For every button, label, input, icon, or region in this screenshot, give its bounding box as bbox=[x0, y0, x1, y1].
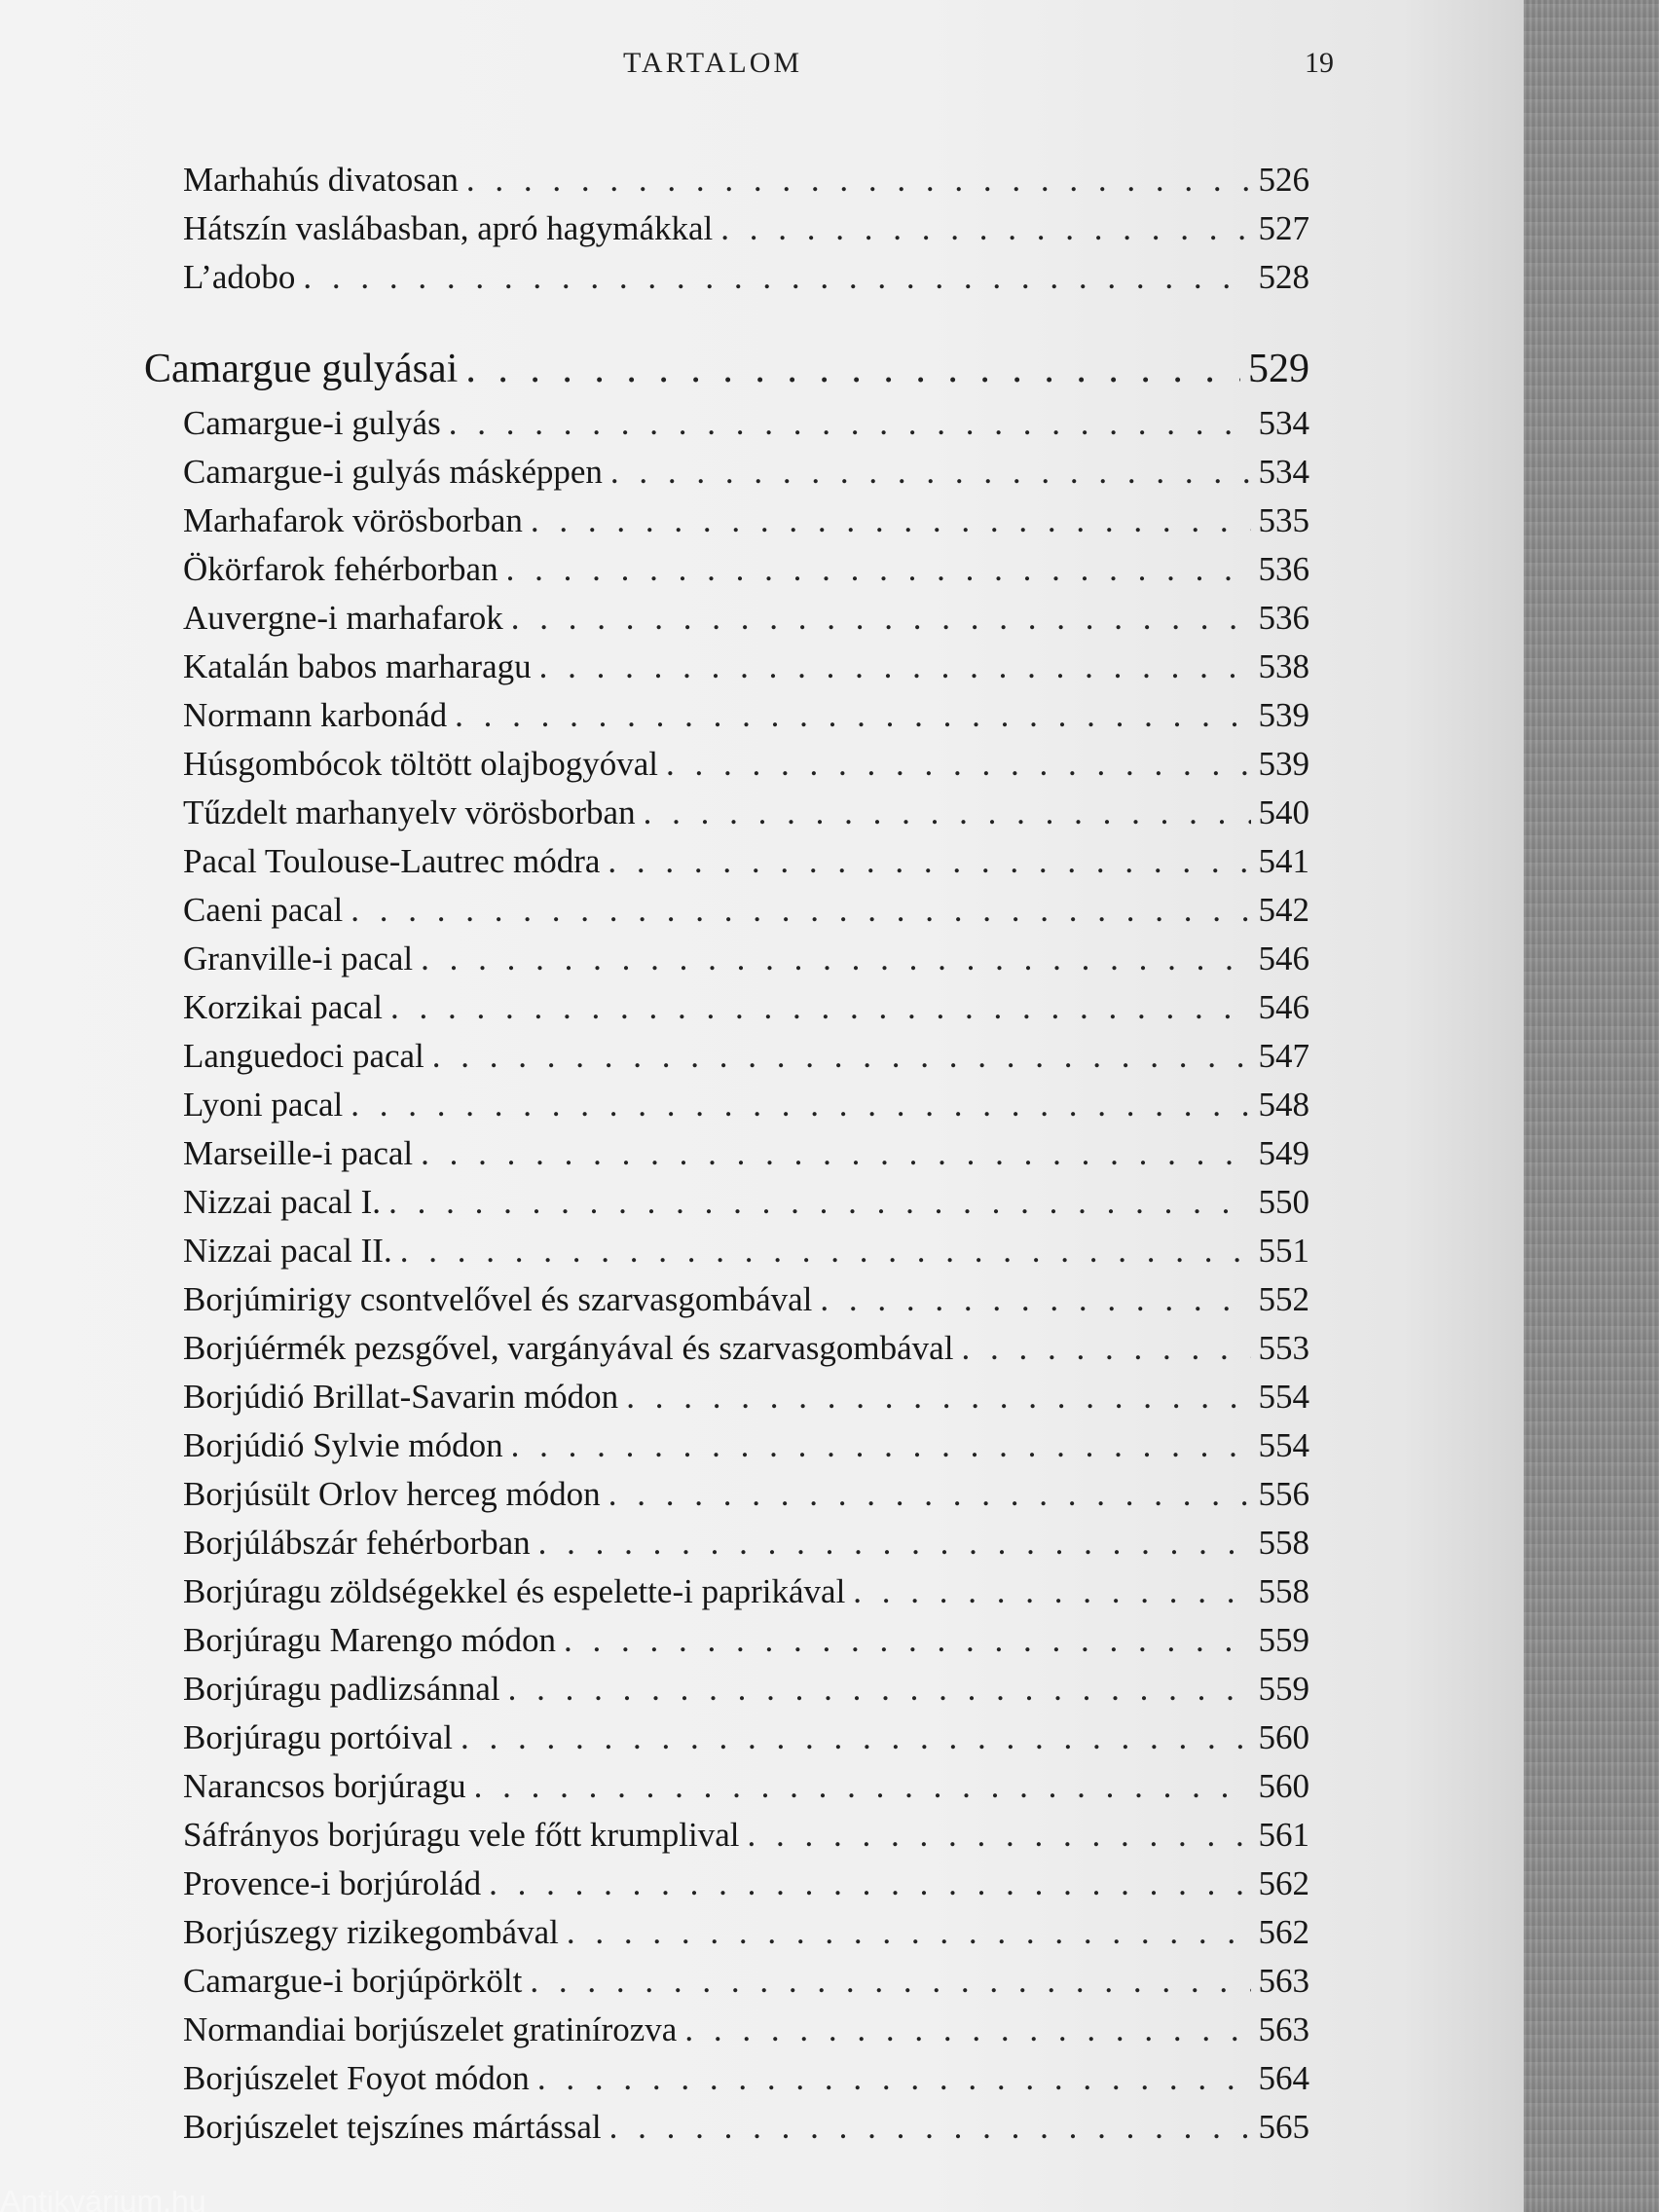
toc-entry bbox=[183, 550, 1309, 589]
toc-entry bbox=[183, 1864, 1309, 1903]
entry-title: Borjúszelet Foyot módon bbox=[183, 2059, 530, 2097]
entry-page-number: 558 bbox=[1258, 1572, 1309, 1610]
entry-title: Borjúragu padlizsánnal bbox=[183, 1670, 500, 1708]
toc-entry bbox=[183, 891, 1309, 930]
entry-title: Camargue-i gulyás másképpen bbox=[183, 453, 603, 491]
entry-title: Borjúszegy rizikegombával bbox=[183, 1913, 559, 1951]
toc-section-heading bbox=[144, 346, 1309, 392]
toc-entry bbox=[183, 793, 1309, 832]
dot-leader bbox=[961, 1329, 1250, 1368]
dot-leader bbox=[465, 346, 1240, 392]
entry-title: Lyoni pacal bbox=[183, 1086, 344, 1124]
toc-entry bbox=[183, 2059, 1309, 2098]
entry-page-number: 563 bbox=[1258, 1962, 1309, 2000]
dot-leader bbox=[820, 1280, 1250, 1319]
page-number: 19 bbox=[1305, 47, 1334, 79]
entry-page-number: 550 bbox=[1258, 1183, 1309, 1221]
entry-page-number: 561 bbox=[1258, 1816, 1309, 1854]
entry-page-number: 554 bbox=[1258, 1426, 1309, 1464]
entry-title: Granville-i pacal bbox=[183, 940, 414, 977]
entry-title: Pacal Toulouse-Lautrec módra bbox=[183, 842, 601, 880]
entry-title: Borjúérmék pezsgővel, vargányával és szarvasgombával bbox=[183, 1329, 954, 1367]
toc-entry bbox=[183, 1718, 1309, 1757]
entry-page-number: 528 bbox=[1258, 258, 1309, 296]
dot-leader bbox=[421, 940, 1250, 978]
entry-title: Borjúdió Sylvie módon bbox=[183, 1426, 503, 1464]
dot-leader bbox=[303, 258, 1250, 297]
dot-leader bbox=[538, 1524, 1251, 1563]
entry-title: Marhafarok vörösborban bbox=[183, 501, 523, 539]
toc-entry bbox=[183, 1475, 1309, 1514]
dot-leader bbox=[609, 2108, 1251, 2147]
entry-page-number: 554 bbox=[1258, 1378, 1309, 1416]
dot-leader bbox=[506, 550, 1251, 589]
dot-leader bbox=[531, 501, 1251, 540]
toc-entry bbox=[183, 1426, 1309, 1465]
entry-title: Provence-i borjúrolád bbox=[183, 1864, 482, 1902]
toc-entry bbox=[183, 745, 1309, 784]
dot-leader bbox=[489, 1864, 1250, 1903]
entry-title: Languedoci pacal bbox=[183, 1037, 424, 1075]
dot-leader bbox=[626, 1378, 1250, 1417]
entry-page-number: 559 bbox=[1258, 1621, 1309, 1659]
dot-leader bbox=[388, 1183, 1250, 1222]
dot-leader bbox=[466, 161, 1251, 200]
dot-leader bbox=[400, 1232, 1251, 1271]
entry-page-number: 563 bbox=[1258, 2010, 1309, 2048]
entry-title: Sáfrányos borjúragu vele főtt krumplival bbox=[183, 1816, 740, 1854]
entry-page-number: 541 bbox=[1258, 842, 1309, 880]
toc-entry bbox=[183, 1572, 1309, 1611]
entry-page-number: 548 bbox=[1258, 1086, 1309, 1124]
toc-entry bbox=[183, 1816, 1309, 1855]
entry-title: Caeni pacal bbox=[183, 891, 344, 929]
entry-title: Camargue-i gulyás bbox=[183, 404, 441, 442]
dot-leader bbox=[537, 2059, 1251, 2098]
entry-title: Borjúszelet tejszínes mártással bbox=[183, 2108, 602, 2146]
entry-page-number: 546 bbox=[1258, 988, 1309, 1026]
dot-leader bbox=[449, 404, 1251, 443]
entry-page-number: 534 bbox=[1258, 404, 1309, 442]
entry-title: Narancsos borjúragu bbox=[183, 1767, 466, 1805]
running-title: TARTALOM bbox=[623, 47, 803, 79]
dot-leader bbox=[610, 453, 1251, 492]
entry-title: Borjúragu Marengo módon bbox=[183, 1621, 556, 1659]
entry-title: Normandiai borjúszelet gratinírozva bbox=[183, 2010, 678, 2048]
toc-entry bbox=[183, 258, 1309, 297]
entry-page-number: 538 bbox=[1258, 647, 1309, 685]
entry-title: Borjúmirigy csontvelővel és szarvasgombával bbox=[183, 1280, 813, 1318]
dot-leader bbox=[511, 599, 1251, 638]
toc-entry bbox=[183, 1280, 1309, 1319]
toc-entry bbox=[183, 842, 1309, 881]
entry-page-number: 562 bbox=[1258, 1913, 1309, 1951]
entry-page-number: 539 bbox=[1258, 696, 1309, 734]
entry-title: Ökörfarok fehérborban bbox=[183, 550, 498, 588]
dot-leader bbox=[350, 1086, 1250, 1124]
entry-title: L’adobo bbox=[183, 258, 296, 296]
entry-page-number: 549 bbox=[1258, 1134, 1309, 1172]
entry-page-number: 539 bbox=[1258, 745, 1309, 783]
toc-entry bbox=[183, 1524, 1309, 1563]
dot-leader bbox=[455, 696, 1250, 735]
entry-title: Húsgombócok töltött olajbogyóval bbox=[183, 745, 659, 783]
dot-leader bbox=[608, 1475, 1251, 1514]
entry-title: Tűzdelt marhanyelv vörösborban bbox=[183, 793, 636, 831]
dot-leader bbox=[644, 793, 1251, 832]
entry-title: Borjúdió Brillat-Savarin módon bbox=[183, 1378, 619, 1416]
dot-leader bbox=[511, 1426, 1251, 1465]
entry-title: Borjúragu portóival bbox=[183, 1718, 454, 1756]
entry-page-number: 558 bbox=[1258, 1524, 1309, 1562]
toc-entry bbox=[183, 1670, 1309, 1709]
watermark: Antikvárium.hu bbox=[0, 2191, 206, 2212]
entry-title: Borjúlábszár fehérborban bbox=[183, 1524, 531, 1562]
dot-leader bbox=[608, 842, 1250, 881]
entry-page-number: 542 bbox=[1258, 891, 1309, 929]
toc-entry bbox=[183, 1086, 1309, 1124]
toc-entry bbox=[183, 209, 1309, 248]
entry-title: Nizzai pacal I. bbox=[183, 1183, 382, 1221]
entry-page-number: 560 bbox=[1258, 1718, 1309, 1756]
dot-leader bbox=[666, 745, 1250, 784]
toc-entry bbox=[183, 647, 1309, 686]
entry-title: Camargue-i borjúpörkölt bbox=[183, 1962, 523, 2000]
toc-entry bbox=[183, 2108, 1309, 2147]
toc-entry bbox=[183, 940, 1309, 978]
toc-entry bbox=[183, 988, 1309, 1027]
toc-entry bbox=[183, 696, 1309, 735]
toc-entry bbox=[183, 501, 1309, 540]
toc-entry bbox=[183, 453, 1309, 492]
entry-page-number: 553 bbox=[1258, 1329, 1309, 1367]
entry-page-number: 535 bbox=[1258, 501, 1309, 539]
entry-page-number: 546 bbox=[1258, 940, 1309, 977]
entry-page-number: 560 bbox=[1258, 1767, 1309, 1805]
dot-leader bbox=[539, 647, 1251, 686]
entry-title: Camargue gulyásai bbox=[144, 347, 459, 391]
dot-leader bbox=[853, 1572, 1250, 1611]
dot-leader bbox=[474, 1767, 1251, 1806]
dot-leader bbox=[350, 891, 1250, 930]
toc-entry bbox=[183, 1232, 1309, 1271]
entry-title: Korzikai pacal bbox=[183, 988, 384, 1026]
entry-page-number: 547 bbox=[1258, 1037, 1309, 1075]
toc-entry bbox=[183, 1767, 1309, 1806]
toc-entry bbox=[183, 599, 1309, 638]
dot-leader bbox=[461, 1718, 1250, 1757]
entry-page-number: 526 bbox=[1258, 161, 1309, 199]
entry-title: Normann karbonád bbox=[183, 696, 448, 734]
entry-title: Borjúragu zöldségekkel és espelette-i paprikával bbox=[183, 1572, 846, 1610]
toc-entry bbox=[183, 404, 1309, 443]
entry-page-number: 551 bbox=[1258, 1232, 1309, 1270]
entry-page-number: 527 bbox=[1258, 209, 1309, 247]
entry-title: Katalán babos marharagu bbox=[183, 647, 532, 685]
entry-title: Auvergne-i marhafarok bbox=[183, 599, 503, 637]
dot-leader bbox=[421, 1134, 1250, 1173]
toc-entry bbox=[183, 1962, 1309, 2001]
toc-entry bbox=[183, 1183, 1309, 1222]
background-surface bbox=[1524, 0, 1659, 2212]
dot-leader bbox=[720, 209, 1250, 248]
entry-page-number: 529 bbox=[1248, 347, 1309, 391]
entry-title: Hátszín vaslábasban, apró hagymákkal bbox=[183, 209, 714, 247]
toc-entry bbox=[183, 2010, 1309, 2049]
entry-page-number: 562 bbox=[1258, 1864, 1309, 1902]
entry-page-number: 540 bbox=[1258, 793, 1309, 831]
toc-entry bbox=[183, 1329, 1309, 1368]
entry-title: Nizzai pacal II. bbox=[183, 1232, 392, 1270]
entry-page-number: 534 bbox=[1258, 453, 1309, 491]
dot-leader bbox=[432, 1037, 1251, 1076]
entry-page-number: 536 bbox=[1258, 550, 1309, 588]
entry-page-number: 564 bbox=[1258, 2059, 1309, 2097]
dot-leader bbox=[748, 1816, 1251, 1855]
dot-leader bbox=[390, 988, 1250, 1027]
toc-entry bbox=[183, 1134, 1309, 1173]
dot-leader bbox=[530, 1962, 1250, 2001]
dot-leader bbox=[567, 1913, 1251, 1952]
toc-entry bbox=[183, 161, 1309, 200]
dot-leader bbox=[684, 2010, 1250, 2049]
entry-title: Marseille-i pacal bbox=[183, 1134, 414, 1172]
entry-page-number: 552 bbox=[1258, 1280, 1309, 1318]
toc-entry bbox=[183, 1378, 1309, 1417]
entry-page-number: 559 bbox=[1258, 1670, 1309, 1708]
entry-page-number: 556 bbox=[1258, 1475, 1309, 1513]
entry-title: Borjúsült Orlov herceg módon bbox=[183, 1475, 601, 1513]
toc-entry bbox=[183, 1621, 1309, 1660]
entry-title: Marhahús divatosan bbox=[183, 161, 459, 199]
dot-leader bbox=[508, 1670, 1251, 1709]
dot-leader bbox=[564, 1621, 1251, 1660]
toc-entry bbox=[183, 1037, 1309, 1076]
entry-page-number: 565 bbox=[1258, 2108, 1309, 2146]
entry-page-number: 536 bbox=[1258, 599, 1309, 637]
toc-entry bbox=[183, 1913, 1309, 1952]
